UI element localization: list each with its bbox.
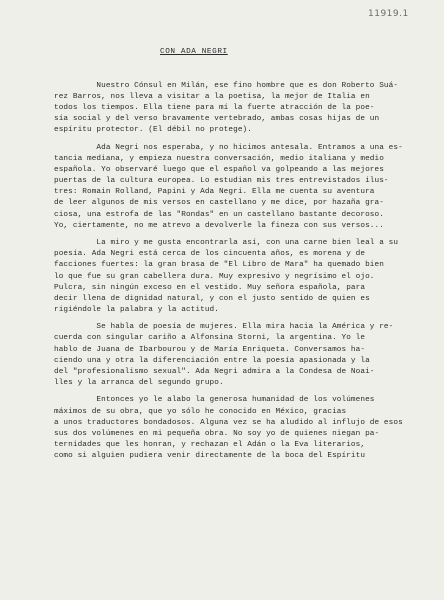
text-line: tancia mediana, y empieza nuestra conversación, medio italiana y medio xyxy=(54,155,384,164)
text-line: Pulcra, sin ningún exceso en el vestido. Muy señora española, para xyxy=(54,283,366,292)
text-line: lles y la arranca del segundo grupo. xyxy=(54,378,224,387)
text-line: máximos de su obra, que yo sólo he conocido en México, gracias xyxy=(54,407,347,416)
text-line: Nuestro Cónsul en Milán, ese fino hombre que es don Roberto Suá- xyxy=(54,82,399,90)
text-line: a unos traductores bondadosos. Alguna vez se ha aludido al influjo de esos xyxy=(54,418,403,427)
text-line: poesía. Ada Negri está cerca de los cincuenta años, es morena y de xyxy=(54,250,366,259)
text-line: tres: Romain Rolland, Papini y Ada Negri. Ella me cuenta su aventura xyxy=(54,188,375,197)
paragraph xyxy=(54,395,403,462)
text-line: Entonces yo le alabo la generosa humanidad de los volúmenes xyxy=(54,396,375,405)
text-line: facciones fuertes: la gran brasa de "El Libro de Mara" ha quemado bien xyxy=(54,261,384,270)
text-line: Se habla de poesía de mujeres. Ella mira hacia la América y re- xyxy=(54,323,394,332)
text-line: lo que fue su gran cabellera dura. Muy expresivo y negrísimo el ojo. xyxy=(54,272,375,281)
text-line: rez Barros, nos lleva a visitar a la poetisa, la mejor de Italia en xyxy=(54,93,370,102)
folio-number: 11919.1 xyxy=(368,9,409,19)
text-line: sía social y del verso bravamente vertebrado, ambas cosas hijas de un xyxy=(54,115,380,124)
text-line: espíritu protector. (El débil no protege). xyxy=(54,126,252,135)
document-title: CON ADA NEGRI xyxy=(160,48,228,56)
text-line: todos los tiempos. Ella tiene para mí la fuerte atracción de la poe- xyxy=(54,104,375,113)
text-line: sus dos volúmenes en mi pequeña obra. No soy yo de quienes niegan pa- xyxy=(54,429,380,438)
text-line: ciosa, una estrofa de las "Rondas" en un castellano bastante decoroso. xyxy=(54,210,384,219)
text-line: hablo de Juana de Ibarbourou y de María Enriqueta. Conversamos ha- xyxy=(54,345,366,354)
text-line: puertas de la cultura europea. Lo estudian mis tres entrevistados ilus- xyxy=(54,177,389,186)
text-line: como si alguien pudiera venir directamente de la boca del Espíritu xyxy=(54,451,366,460)
text-line: española. Yo observaré luego que el español va golpeando a las mejores xyxy=(54,166,384,175)
text-line: decir llena de dignidad natural, y con el justo sentido de quien es xyxy=(54,294,370,303)
paragraph xyxy=(54,143,403,232)
text-line: ciendo una y otra la diferenciación entre la poesía apasionada y la xyxy=(54,356,370,365)
text-line: ternidades que les honran, y rechazan el Adán o la Eva literarios, xyxy=(54,440,366,449)
text-line: La miro y me gusta encontrarla así, con una carne bien leal a su xyxy=(54,239,399,248)
paragraph xyxy=(54,238,403,316)
paragraph xyxy=(54,81,403,136)
text-line: Yo, ciertamente, no me atrevo a devolverle la fineza con sus versos... xyxy=(54,221,384,230)
paragraph xyxy=(54,322,403,389)
text-line: rigiéndole la palabra y la actitud. xyxy=(54,305,219,314)
document-body xyxy=(54,81,403,469)
text-line: Ada Negri nos esperaba, y no hicimos antesala. Entramos a una es- xyxy=(54,143,403,152)
text-line: cuerda con singular cariño a Alfonsina Storni, la argentina. Yo le xyxy=(54,334,366,343)
text-line: de leer algunos de mis versos en castellano y me dice, por hazaña gra- xyxy=(54,199,384,208)
text-line: del "profesionalismo sexual". Ada Negri admira a la Condesa de Noai- xyxy=(54,367,375,376)
